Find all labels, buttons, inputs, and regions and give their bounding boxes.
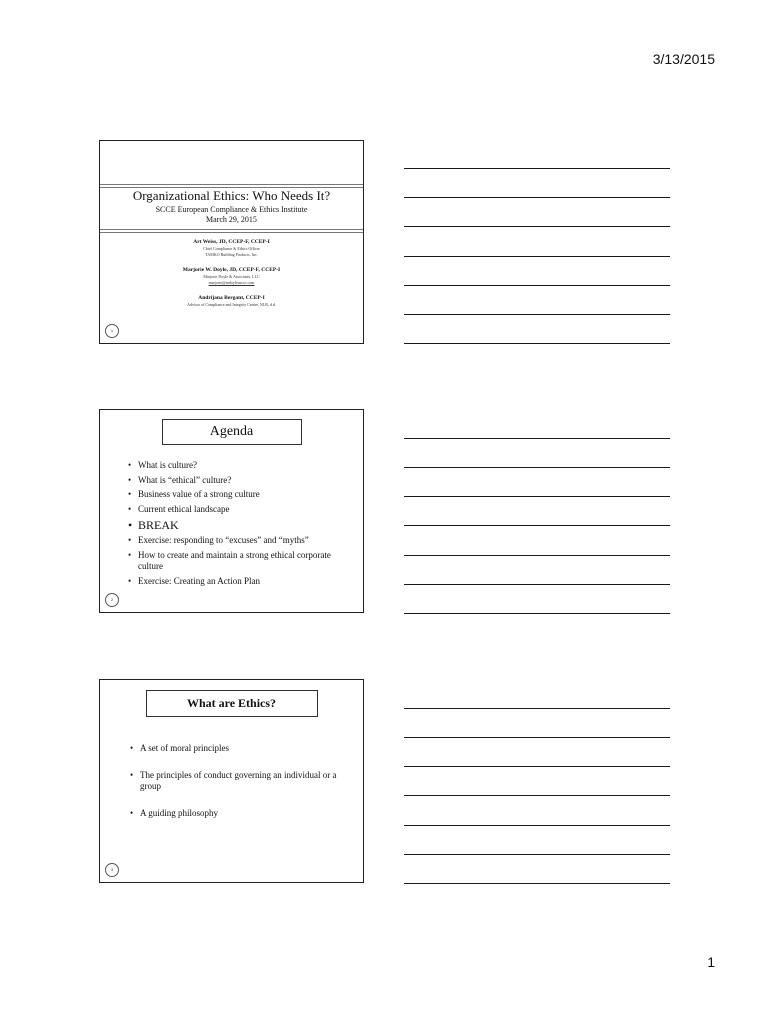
slide-3 (99, 679, 364, 883)
slide-title: Agenda (162, 419, 302, 445)
presenter-company: TAMKO Building Products, Inc. (205, 252, 258, 257)
note-line (404, 795, 670, 796)
presenter-name: Andrijana Bergant, CCEP-I (198, 295, 265, 301)
presenter-company: Marjorie Doyle & Associates, LLC (203, 274, 260, 279)
subtitle-event: SCCE European Compliance & Ethics Institute (155, 205, 308, 214)
list-item: • Current ethical landscape (128, 504, 356, 516)
list-item: • A set of moral principles (130, 743, 340, 754)
presenter-name: Marjorie W. Doyle, JD, CCEP-F, CCEP-I (182, 267, 281, 273)
slide-number-badge: 1 (105, 324, 119, 338)
note-line (404, 197, 670, 198)
presenter-name: Art Weiss, JD, CCEP-F, CCEP-I (193, 239, 270, 245)
slide-title: What are Ethics? (146, 690, 318, 717)
list-item: • How to create and maintain a strong ethical corporate culture (128, 550, 356, 573)
presenter-role: Chief Compliance & Ethics Officer (203, 246, 260, 251)
presenter (100, 266, 363, 286)
note-line (404, 226, 670, 227)
page-number: 1 (707, 954, 715, 970)
presenters (100, 238, 363, 316)
list-item: • Exercise: responding to “excuses” and “myths” (128, 535, 356, 547)
note-line (404, 854, 670, 855)
title-rule-bottom-inner (100, 232, 363, 233)
slide-number-badge: 3 (105, 863, 119, 877)
note-line (404, 613, 670, 614)
note-line (404, 555, 670, 556)
presenter (100, 294, 363, 308)
slide-title: Organizational Ethics: Who Needs It? (132, 188, 331, 203)
note-line (404, 584, 670, 585)
subtitle-date: March 29, 2015 (206, 215, 257, 224)
page-date: 3/13/2015 (652, 51, 715, 67)
note-line (404, 496, 670, 497)
definition-list (130, 743, 340, 835)
list-item: • What is culture? (128, 460, 356, 472)
presenter-email-link[interactable]: marjorie@mdoyleassoc.com (208, 280, 255, 285)
slide-1 (99, 140, 364, 344)
note-line (404, 525, 670, 526)
note-line (404, 883, 670, 884)
list-item: • Exercise: Creating an Action Plan (128, 576, 356, 588)
list-item: • BREAK (128, 518, 356, 532)
note-line (404, 343, 670, 344)
presenter-role: Advisor of Compliance and Integrity Centre, NLB, d.d. (187, 302, 276, 307)
note-line (404, 438, 670, 439)
list-item: • The principles of conduct governing an individual or a group (130, 770, 340, 792)
note-line (404, 766, 670, 767)
note-line (404, 737, 670, 738)
list-item: • Business value of a strong culture (128, 489, 356, 501)
note-line (404, 285, 670, 286)
note-line (404, 256, 670, 257)
list-item: • What is “ethical” culture? (128, 475, 356, 487)
presenter (100, 238, 363, 258)
slide-subtitle (100, 205, 363, 225)
slide-number-badge: 2 (105, 593, 119, 607)
note-line (404, 825, 670, 826)
note-line (404, 314, 670, 315)
list-item: • A guiding philosophy (130, 808, 340, 819)
title-rule-bottom (100, 229, 363, 230)
agenda-list (128, 460, 356, 590)
slide-2 (99, 409, 364, 613)
note-line (404, 467, 670, 468)
note-line (404, 168, 670, 169)
title-rule-top (100, 184, 363, 185)
note-line (404, 708, 670, 709)
